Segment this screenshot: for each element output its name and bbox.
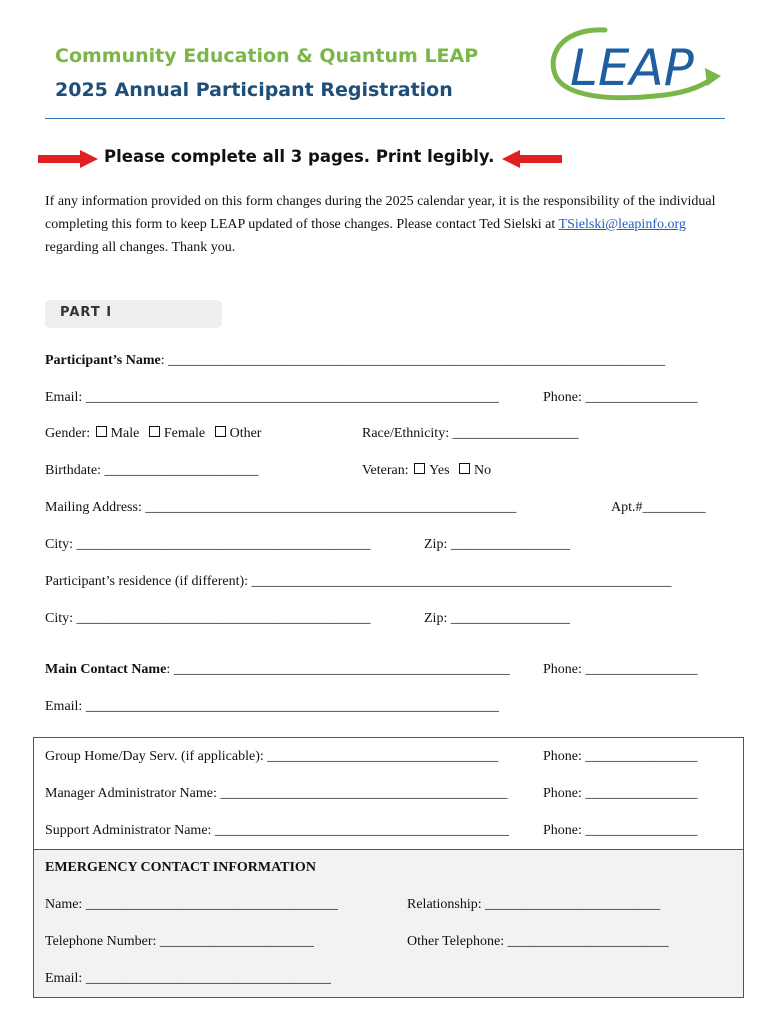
main-contact-label: Main Contact Name — [45, 662, 167, 677]
support-admin-field[interactable]: Support Administrator Name: __________________________________________ — [45, 823, 509, 838]
intro-text-1: If any information provided on this form changes during the 2025 calendar year, it is the responsibility of the individual completing this form to keep LEAP updated of those changes. Please contact Ted Sielski at — [45, 194, 716, 232]
phone-field[interactable]: Phone: ________________ — [543, 390, 698, 405]
female-label: Female — [163, 426, 206, 441]
header-title-line2: 2025 Annual Participant Registration — [55, 79, 453, 101]
support-admin-phone-field[interactable]: Phone: ________________ — [543, 823, 698, 838]
arrow-right-icon — [38, 150, 98, 168]
zip-field[interactable]: Zip: _________________ — [424, 537, 570, 552]
group-home-phone-field[interactable]: Phone: ________________ — [543, 749, 698, 764]
main-contact-email-field[interactable]: Email: ___________________________________________________________ — [45, 699, 499, 714]
header-divider — [45, 118, 725, 119]
other-label: Other — [229, 426, 262, 441]
main-contact-name-field[interactable] — [45, 661, 510, 679]
veteran-field — [362, 462, 491, 480]
emergency-other-telephone-field[interactable]: Other Telephone: _______________________ — [407, 934, 669, 949]
mailing-address-field[interactable]: Mailing Address: _____________________________________________________ — [45, 500, 517, 515]
participant-name-label: Participant’s Name — [45, 353, 161, 368]
email-field[interactable]: Email: ___________________________________________________________ — [45, 390, 499, 405]
leap-logo — [545, 22, 725, 104]
gender-field — [45, 425, 261, 443]
main-contact-line: : ________________________________________________ — [166, 662, 510, 677]
male-checkbox[interactable] — [96, 426, 107, 437]
other-checkbox[interactable] — [215, 426, 226, 437]
header-title-line1: Community Education & Quantum LEAP — [55, 45, 479, 67]
manager-admin-phone-field[interactable]: Phone: ________________ — [543, 786, 698, 801]
notice-text: Please complete all 3 pages. Print legibly. — [104, 147, 495, 166]
emergency-relationship-field[interactable]: Relationship: _________________________ — [407, 897, 661, 912]
emergency-contact-title: EMERGENCY CONTACT INFORMATION — [45, 860, 316, 875]
veteran-no-label: No — [474, 463, 492, 478]
race-ethnicity-field[interactable]: Race/Ethnicity: __________________ — [362, 426, 579, 441]
residence-city-field[interactable]: City: __________________________________________ — [45, 611, 371, 626]
veteran-no-checkbox[interactable] — [459, 463, 470, 474]
emergency-email-field[interactable]: Email: ___________________________________ — [45, 971, 331, 986]
apt-field[interactable]: Apt.#_________ — [611, 500, 706, 515]
participant-name-line: : _______________________________________________________________________ — [160, 353, 666, 368]
veteran-yes-checkbox[interactable] — [414, 463, 425, 474]
emergency-telephone-field[interactable]: Telephone Number: ______________________ — [45, 934, 314, 949]
intro-paragraph — [45, 190, 735, 259]
female-checkbox[interactable] — [149, 426, 160, 437]
group-home-field[interactable]: Group Home/Day Serv. (if applicable): _________________________________ — [45, 749, 499, 764]
city-field[interactable]: City: __________________________________________ — [45, 537, 371, 552]
contact-email-link[interactable]: TSielski@leapinfo.org — [558, 217, 686, 232]
residence-field[interactable]: Participant’s residence (if different): ____________________________________________________________ — [45, 574, 672, 589]
participant-name-field[interactable] — [45, 352, 665, 370]
veteran-label: Veteran: — [362, 463, 409, 478]
arrow-left-icon — [502, 150, 562, 168]
main-contact-phone-field[interactable]: Phone: ________________ — [543, 662, 698, 677]
part-label: PART I — [60, 305, 113, 320]
male-label: Male — [110, 426, 140, 441]
birthdate-field[interactable]: Birthdate: ______________________ — [45, 463, 259, 478]
intro-text-2: regarding all changes. Thank you. — [45, 240, 236, 255]
manager-admin-field[interactable]: Manager Administrator Name: _________________________________________ — [45, 786, 508, 801]
logo-text: LEAP — [570, 39, 694, 97]
emergency-name-field[interactable]: Name: ____________________________________ — [45, 897, 338, 912]
residence-zip-field[interactable]: Zip: _________________ — [424, 611, 570, 626]
veteran-yes-label: Yes — [429, 463, 450, 478]
part-label-box — [45, 300, 222, 328]
gender-label: Gender: — [45, 426, 91, 441]
